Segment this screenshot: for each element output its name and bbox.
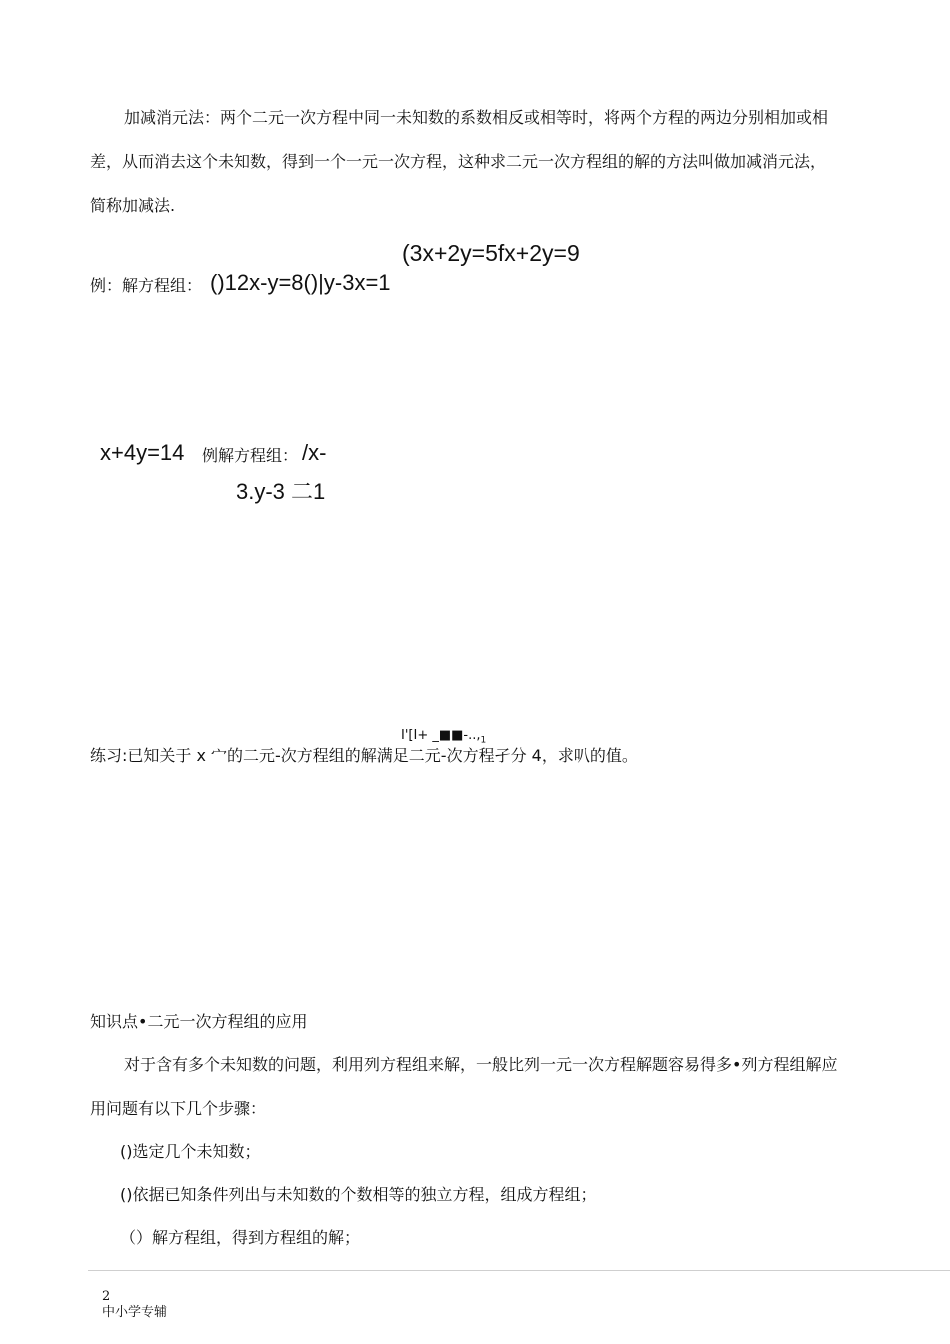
section-step-3: （）解方程组，得到方程组的解； [120,1228,361,1247]
example1-equation-top: (3x+2y=5fx+2y=9 [402,240,580,266]
example2-label: 例解方程组： [202,446,299,465]
section-intro-line-1: 对于含有多个未知数的问题，利用列方程组来解，一般比列一元一次方程解题容易得多•列方程组解应 [124,1055,838,1074]
practice-garbled-text: $I'[I+ \_■■-..,_1$ [401,728,487,746]
paragraph-line-1: 加减消元法：两个二元一次方程中同一未知数的系数相反或相等时，将两个方程的两边分别相加或相 [124,108,829,127]
example2-equation-left: x+4y=14 [100,440,185,465]
paragraph-line-3: 简称加减法. [90,196,176,215]
example1-equation-line: ()12x-y=8()|y-3x=1 [210,270,391,295]
page-number: 2 [102,1289,111,1304]
example2-equation-right: /x- [302,440,327,465]
example2-equation-second: 3.y-3 二1 [236,479,326,504]
section-step-2: ()依据已知条件列出与未知数的个数相等的独立方程，组成方程组； [120,1185,597,1204]
paragraph-line-2: 差，从而消去这个未知数，得到一个一元一次方程，这种求二元一次方程组的解的方法叫做加减消元法， [90,152,827,171]
section-heading: 知识点•二元一次方程组的应用 [90,1012,308,1031]
section-intro-line-2: 用问题有以下几个步骤： [90,1099,267,1118]
practice-garbled-subscript: 1 [480,735,487,746]
section-step-1: ()选定几个未知数； [120,1142,261,1161]
footer-label: 中小学专辅 [102,1305,168,1320]
practice-text: 练习:已知关于 x 宀的二元-次方程组的解满足二元-次方程孑分 4，求叭的值。 [90,746,638,765]
example1-label: 例：解方程组： [90,276,203,295]
footer-divider [88,1270,950,1271]
